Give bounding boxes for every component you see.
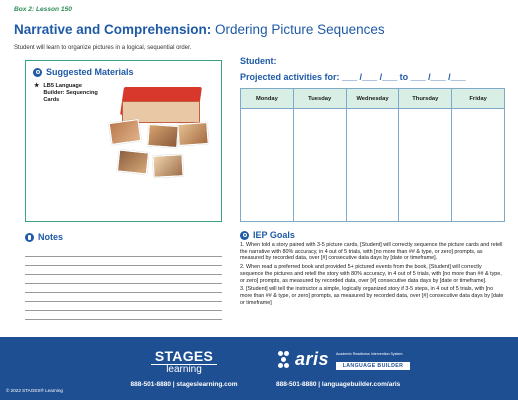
iep-goal: 3. [Student] will tell the instructor a simple, logically organized story if 3-5 steps, in 4 out of 5 trials, with [no more than ## & type, or zero] prompts, as measured by recorded data, over [#] consecutive data days by [date or timeframe] xyxy=(240,286,504,306)
iep-goals-list xyxy=(240,242,506,308)
note-line[interactable] xyxy=(25,274,222,275)
title-sub: Ordering Picture Sequences xyxy=(211,22,385,37)
target-icon xyxy=(33,68,42,77)
aris-tagline: Academic Readiness Intervention System xyxy=(336,352,403,356)
aris-contact[interactable]: 888-501-8880 | languagebuilder.com/aris xyxy=(276,381,401,388)
schedule-cell[interactable] xyxy=(293,109,346,222)
lesson-objective: Student will learn to organize pictures in a logical, sequential order. xyxy=(14,45,192,51)
day-header: Monday xyxy=(241,89,294,109)
note-line[interactable] xyxy=(25,310,222,311)
day-header: Thursday xyxy=(399,89,452,109)
day-header: Tuesday xyxy=(293,89,346,109)
iep-goals-heading xyxy=(240,230,295,240)
schedule-header-row xyxy=(241,89,505,109)
target-icon xyxy=(240,231,249,240)
note-line[interactable] xyxy=(25,292,222,293)
schedule-cell[interactable] xyxy=(399,109,452,222)
stages-contact[interactable]: 888-501-8880 | stageslearning.com xyxy=(130,381,238,388)
iep-goal: 1. When told a story paired with 3-5 picture cards, [Student] will correctly sequence the picture cards and retell the narrative with 80% accuracy, in 4 out of 5 trials, with [no more than ## & type, or zero] prompts, as measured by recorded data, over [#] consecutive data days by [date or timeframe]. xyxy=(240,242,503,262)
schedule-cell[interactable] xyxy=(452,109,505,222)
schedule-cell[interactable] xyxy=(241,109,294,222)
sequencing-cards-image xyxy=(108,87,208,187)
material-item-label: LB5 Language Builder: Sequencing Cards xyxy=(43,83,98,104)
language-builder-badge: LANGUAGE BUILDER xyxy=(336,362,410,370)
note-line[interactable] xyxy=(25,301,222,302)
day-header: Friday xyxy=(452,89,505,109)
notes-heading-label: Notes xyxy=(38,232,64,242)
notes-heading xyxy=(25,232,63,242)
note-line[interactable] xyxy=(25,256,222,257)
note-line[interactable] xyxy=(25,265,222,266)
iep-heading-label: IEP Goals xyxy=(253,230,295,240)
suggested-materials-panel xyxy=(25,60,222,222)
projected-activities: Projected activities for: ___ /___ /___ to ___ /___ /___ xyxy=(240,72,466,82)
weekly-schedule-table xyxy=(240,88,505,222)
materials-heading-label: Suggested Materials xyxy=(46,67,134,77)
lesson-tag: Box 2: Lesson 150 xyxy=(14,6,72,13)
stages-learning-logo xyxy=(151,350,217,375)
notes-icon xyxy=(25,233,34,242)
materials-heading xyxy=(33,67,134,77)
schedule-cell[interactable] xyxy=(346,109,399,222)
title-main: Narrative and Comprehension: xyxy=(14,22,212,37)
iep-goal: 2. When read a preferred book and provided 5+ pictured events from the book, [Student] will correctly sequence the pictures and retell the story with 80% accuracy, in 4 out of 5 trials, with [no more than ## & type, or zero] prompts, as measured by recorded data, over [#] consecutive data days by [date or timeframe]. xyxy=(240,264,502,284)
day-header: Wednesday xyxy=(346,89,399,109)
note-line[interactable] xyxy=(25,319,222,320)
footer-bar xyxy=(0,337,518,400)
star-icon: ★ xyxy=(34,83,40,89)
student-label: Student: xyxy=(240,56,277,66)
copyright: © 2022 STAGES® Learning xyxy=(6,388,63,393)
aris-logo-word: aris xyxy=(295,349,330,369)
note-line[interactable] xyxy=(25,283,222,284)
stages-logo-word: STAGES xyxy=(154,348,214,364)
material-item xyxy=(34,83,103,105)
aris-mark-icon xyxy=(278,351,293,371)
stages-logo-subword: learning xyxy=(151,364,217,375)
schedule-row xyxy=(241,109,505,222)
page-title xyxy=(14,22,385,37)
